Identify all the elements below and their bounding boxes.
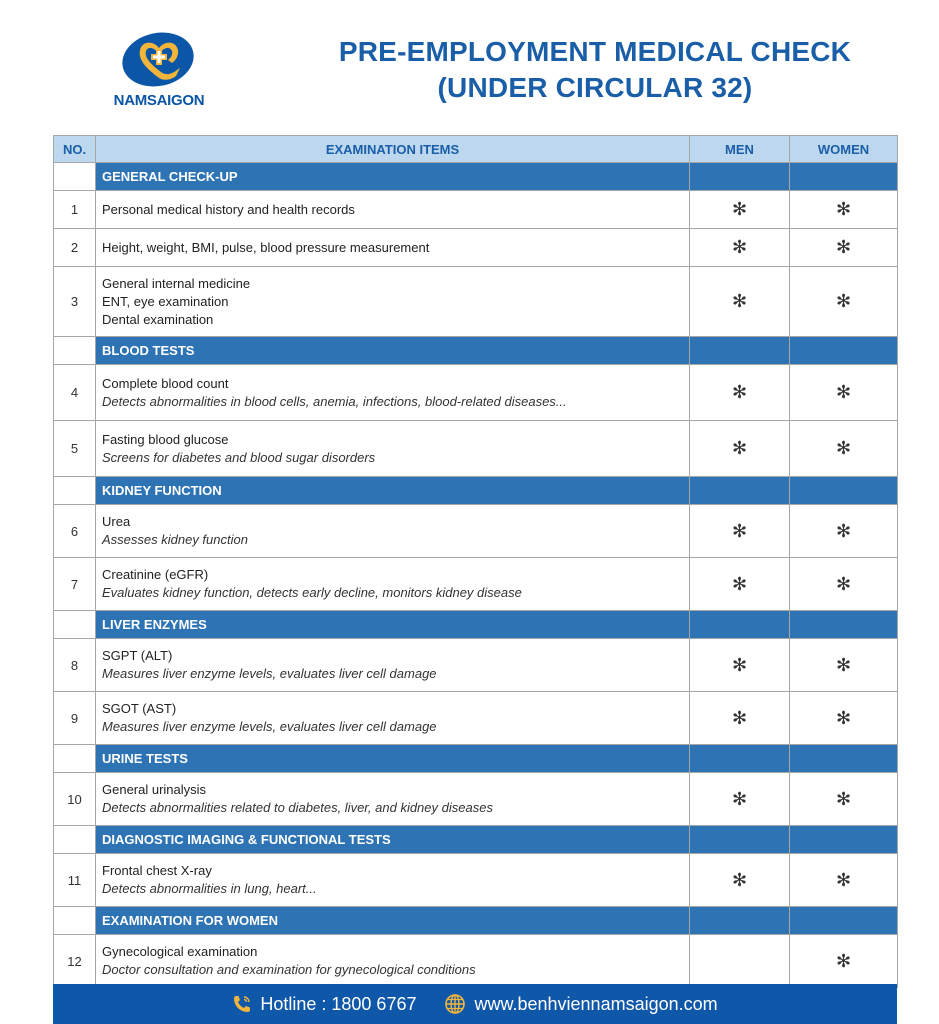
section-row: [54, 337, 898, 365]
section-women-cell: [790, 477, 898, 505]
examination-item: [96, 639, 690, 692]
row-number: 12: [54, 935, 96, 988]
section-men-cell: [690, 745, 790, 773]
men-mark: [690, 935, 790, 988]
section-no-cell: [54, 611, 96, 639]
website[interactable]: [444, 993, 717, 1015]
header-women: WOMEN: [790, 136, 898, 163]
section-no-cell: [54, 477, 96, 505]
section-title: GENERAL CHECK-UP: [96, 163, 690, 191]
men-mark: ✻: [690, 854, 790, 907]
men-mark: ✻: [690, 692, 790, 745]
examination-item: [96, 854, 690, 907]
section-row: [54, 907, 898, 935]
header-men: MEN: [690, 136, 790, 163]
header-no: NO.: [54, 136, 96, 163]
section-title: KIDNEY FUNCTION: [96, 477, 690, 505]
item-description: Detects abnormalities in lung, heart...: [102, 881, 317, 896]
women-mark: ✻: [790, 692, 898, 745]
item-description: Doctor consultation and examination for gynecological conditions: [102, 962, 476, 977]
table-row: [54, 191, 898, 229]
title-line-1: PRE-EMPLOYMENT MEDICAL CHECK: [338, 36, 852, 67]
item-description: Detects abnormalities related to diabetes, liver, and kidney diseases: [102, 800, 493, 815]
section-row: [54, 477, 898, 505]
item-description: Measures liver enzyme levels, evaluates liver cell damage: [102, 666, 437, 681]
men-mark: ✻: [690, 229, 790, 267]
table-row: [54, 692, 898, 745]
row-number: 8: [54, 639, 96, 692]
section-title: DIAGNOSTIC IMAGING & FUNCTIONAL TESTS: [96, 826, 690, 854]
item-name: Complete blood count: [102, 375, 229, 391]
section-title: URINE TESTS: [96, 745, 690, 773]
page-header: [0, 0, 939, 130]
row-number: 11: [54, 854, 96, 907]
examination-item: [96, 558, 690, 611]
section-row: [54, 826, 898, 854]
section-women-cell: [790, 745, 898, 773]
table-row: [54, 267, 898, 337]
row-number: 6: [54, 505, 96, 558]
section-title: EXAMINATION FOR WOMEN: [96, 907, 690, 935]
table-row: [54, 639, 898, 692]
hotline[interactable]: [232, 994, 416, 1015]
row-number: 5: [54, 421, 96, 477]
men-mark: ✻: [690, 773, 790, 826]
section-women-cell: [790, 907, 898, 935]
section-title: LIVER ENZYMES: [96, 611, 690, 639]
item-description: Screens for diabetes and blood sugar disorders: [102, 449, 376, 465]
women-mark: ✻: [790, 639, 898, 692]
row-number: 7: [54, 558, 96, 611]
men-mark: ✻: [690, 365, 790, 421]
women-mark: ✻: [790, 365, 898, 421]
item-description: Measures liver enzyme levels, evaluates liver cell damage: [102, 719, 437, 734]
section-women-cell: [790, 163, 898, 191]
page-title: [300, 34, 890, 106]
row-number: 4: [54, 365, 96, 421]
item-name: Gynecological examination: [102, 944, 258, 959]
table-body: [54, 163, 898, 988]
women-mark: ✻: [790, 773, 898, 826]
men-mark: ✻: [690, 267, 790, 337]
section-row: [54, 745, 898, 773]
examination-item: [96, 229, 690, 267]
section-row: [54, 611, 898, 639]
row-number: 1: [54, 191, 96, 229]
item-name: Frontal chest X-ray: [102, 863, 212, 878]
women-mark: ✻: [790, 421, 898, 477]
item-name: ENT, eye examination: [102, 293, 229, 309]
men-mark: ✻: [690, 191, 790, 229]
heart-cross-icon: [128, 32, 190, 88]
row-number: 10: [54, 773, 96, 826]
table-row: [54, 854, 898, 907]
examination-item: [96, 692, 690, 745]
table-row: [54, 229, 898, 267]
section-women-cell: [790, 337, 898, 365]
examination-item: [96, 773, 690, 826]
table-row: [54, 505, 898, 558]
hotline-text: Hotline : 1800 6767: [260, 993, 417, 1014]
item-name: SGOT (AST): [102, 701, 177, 716]
women-mark: ✻: [790, 558, 898, 611]
section-men-cell: [690, 907, 790, 935]
section-no-cell: [54, 907, 96, 935]
section-title: BLOOD TESTS: [96, 337, 690, 365]
section-men-cell: [690, 477, 790, 505]
section-men-cell: [690, 826, 790, 854]
item-description: Assesses kidney function: [102, 532, 248, 547]
examination-table: [53, 135, 898, 988]
men-mark: ✻: [690, 639, 790, 692]
website-text: www.benhviennamsaigon.com: [474, 993, 718, 1014]
men-mark: ✻: [690, 558, 790, 611]
table-header-row: [54, 136, 898, 163]
examination-item: [96, 365, 690, 421]
table-row: [54, 421, 898, 477]
item-description: Detects abnormalities in blood cells, anemia, infections, blood-related diseases...: [102, 393, 567, 409]
row-number: 9: [54, 692, 96, 745]
table-row: [54, 365, 898, 421]
item-name: Creatinine (eGFR): [102, 567, 209, 582]
section-no-cell: [54, 337, 96, 365]
section-no-cell: [54, 163, 96, 191]
item-name: General internal medicine: [102, 275, 251, 291]
table-row: [54, 773, 898, 826]
table-row: [54, 558, 898, 611]
women-mark: ✻: [790, 854, 898, 907]
row-number: 2: [54, 229, 96, 267]
women-mark: ✻: [790, 505, 898, 558]
item-name: Dental examination: [102, 311, 214, 327]
women-mark: ✻: [790, 267, 898, 337]
section-women-cell: [790, 611, 898, 639]
item-name: Personal medical history and health records: [102, 201, 355, 217]
section-no-cell: [54, 745, 96, 773]
examination-item: [96, 191, 690, 229]
table-row: [54, 935, 898, 988]
men-mark: ✻: [690, 505, 790, 558]
men-mark: ✻: [690, 421, 790, 477]
item-name: SGPT (ALT): [102, 648, 173, 663]
examination-item: [96, 421, 690, 477]
women-mark: ✻: [790, 935, 898, 988]
item-name: Urea: [102, 514, 131, 529]
header-items: EXAMINATION ITEMS: [96, 136, 690, 163]
row-number: 3: [54, 267, 96, 337]
section-no-cell: [54, 826, 96, 854]
item-name: Height, weight, BMI, pulse, blood pressure measurement: [102, 239, 430, 255]
women-mark: ✻: [790, 229, 898, 267]
item-name: General urinalysis: [102, 782, 207, 797]
section-men-cell: [690, 611, 790, 639]
item-name: Fasting blood glucose: [102, 431, 229, 447]
brand-logo: [106, 28, 212, 114]
globe-icon: [444, 993, 466, 1015]
brand-name: NAMSAIGON: [113, 92, 205, 109]
title-line-2: (UNDER CIRCULAR 32): [437, 72, 753, 103]
section-men-cell: [690, 163, 790, 191]
women-mark: ✻: [790, 191, 898, 229]
footer-bar: [53, 984, 897, 1024]
examination-item: [96, 935, 690, 988]
phone-icon: [232, 994, 252, 1014]
section-row: [54, 163, 898, 191]
examination-item: [96, 505, 690, 558]
section-men-cell: [690, 337, 790, 365]
section-women-cell: [790, 826, 898, 854]
examination-item: [96, 267, 690, 337]
item-description: Evaluates kidney function, detects early decline, monitors kidney disease: [102, 585, 522, 600]
